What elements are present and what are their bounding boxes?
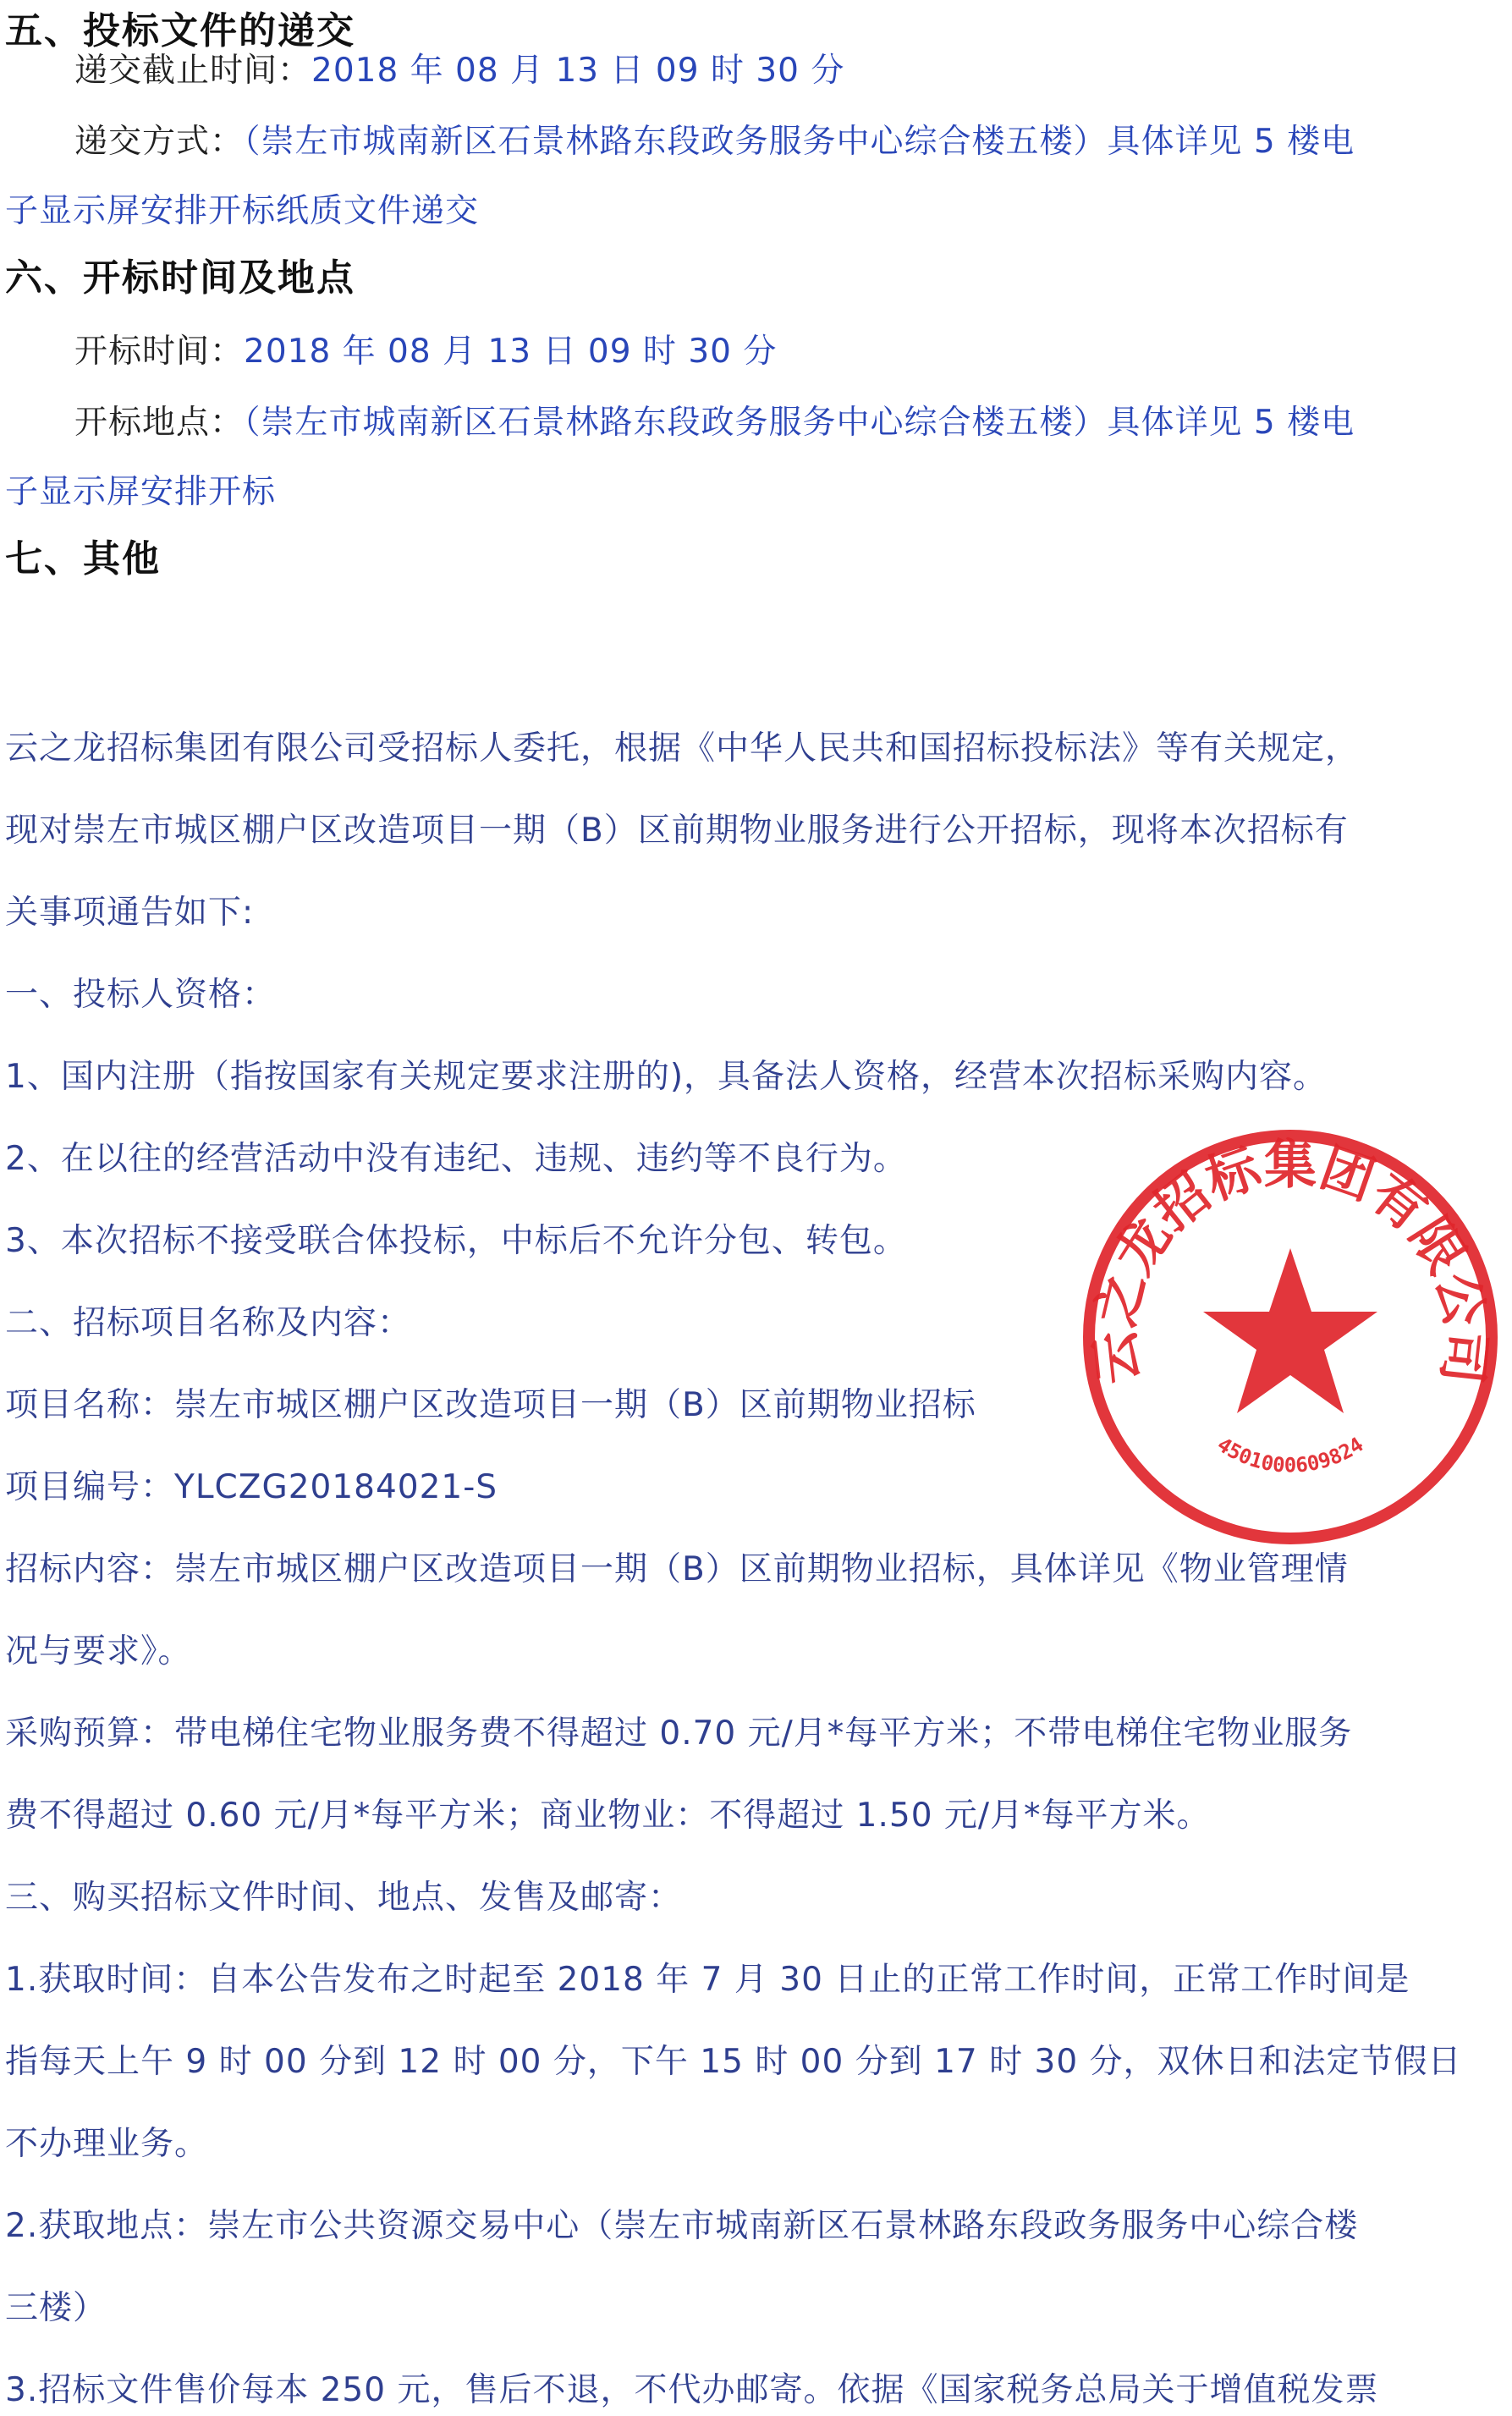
- notice-intro-line-1: 云之龙招标集团有限公司受招标人委托，根据《中华人民共和国招标投标法》等有关规定，: [5, 729, 1360, 768]
- submission-deadline-line: [74, 44, 844, 91]
- opening-place-value: （崇左市城南新区石景林路东段政务服务中心综合楼五楼）具体详见 5 楼电: [244, 404, 1355, 442]
- opening-time-line: [74, 325, 777, 372]
- purchase-time-line-1: 1.获取时间：自本公告发布之时起至 2018 年 7 月 30 日止的正常工作时间，正常工作时间是: [5, 1961, 1410, 1999]
- project-heading: 二、招标项目名称及内容：: [5, 1304, 412, 1342]
- company-seal-stamp: [1075, 1121, 1506, 1553]
- project-number: 项目编号：YLCZG20184021-S: [5, 1468, 498, 1506]
- notice-intro-line-2: 现对崇左市城区棚户区改造项目一期（B）区前期物业服务进行公开招标，现将本次招标有: [5, 812, 1349, 850]
- project-content-line-1: 招标内容：崇左市城区棚户区改造项目一期（B）区前期物业招标，具体详见《物业管理情: [5, 1550, 1349, 1588]
- purchase-heading: 三、购买招标文件时间、地点、发售及邮寄：: [5, 1879, 683, 1917]
- section-heading-7: 七、其他: [5, 537, 161, 581]
- section-heading-6: 六、开标时间及地点: [5, 256, 355, 300]
- budget-line-1: 采购预算：带电梯住宅物业服务费不得超过 0.70 元/月*每平方米；不带电梯住宅物业服务: [5, 1714, 1353, 1753]
- submission-method-label: 递交方式：: [74, 123, 245, 161]
- seal-code: 4501000609824: [1212, 1432, 1368, 1478]
- purchase-time-line-3: 不办理业务。: [5, 2125, 209, 2163]
- submission-deadline-label: 递交截止时间：: [74, 52, 312, 90]
- opening-time-label: 开标时间：: [74, 333, 245, 371]
- purchase-place-line-1: 2.获取地点：崇左市公共资源交易中心（崇左市城南新区石景林路东段政务服务中心综合楼: [5, 2207, 1359, 2245]
- submission-method-line: [74, 115, 1355, 162]
- notice-intro-line-3: 关事项通告如下:: [5, 894, 255, 932]
- seal-star-icon: [1203, 1248, 1377, 1413]
- purchase-price-line-1: 3.招标文件售价每本 250 元，售后不退，不代办邮寄。依据《国家税务总局关于增值税发票: [5, 2371, 1379, 2409]
- qualification-item-3: 3、本次招标不接受联合体投标，中标后不允许分包、转包。: [5, 1222, 907, 1260]
- qualification-item-2: 2、在以往的经营活动中没有违纪、违规、违约等不良行为。: [5, 1140, 907, 1178]
- qualification-item-1: 1、国内注册（指按国家有关规定要求注册的)，具备法人资格，经营本次招标采购内容。: [5, 1058, 1328, 1096]
- budget-line-2: 费不得超过 0.60 元/月*每平方米；商业物业：不得超过 1.50 元/月*每平方米。: [5, 1797, 1211, 1835]
- opening-time-value: 2018 年 08 月 13 日 09 时 30 分: [244, 333, 778, 371]
- purchase-time-line-2: 指每天上午 9 时 00 分到 12 时 00 分，下午 15 时 00 分到 17 时 30 分，双休日和法定节假日: [5, 2043, 1462, 2081]
- qualification-heading: 一、投标人资格：: [5, 976, 277, 1014]
- project-content-line-2: 况与要求》。: [5, 1632, 192, 1670]
- opening-place-line: [74, 396, 1355, 443]
- opening-place-label: 开标地点：: [74, 404, 245, 442]
- seal-company-name: 云之龙招标集团有限公司: [1083, 1133, 1498, 1387]
- project-name: 项目名称：崇左市城区棚户区改造项目一期（B）区前期物业招标: [5, 1386, 976, 1424]
- section-heading-5: 五、投标文件的递交: [5, 9, 355, 52]
- submission-deadline-value: 2018 年 08 月 13 日 09 时 30 分: [311, 52, 845, 90]
- submission-method-continued: 子显示屏安排开标纸质文件递交: [5, 192, 480, 230]
- submission-method-value: （崇左市城南新区石景林路东段政务服务中心综合楼五楼）具体详见 5 楼电: [244, 123, 1355, 161]
- opening-place-continued: 子显示屏安排开标: [5, 473, 277, 511]
- purchase-place-line-2: 三楼）: [5, 2289, 107, 2327]
